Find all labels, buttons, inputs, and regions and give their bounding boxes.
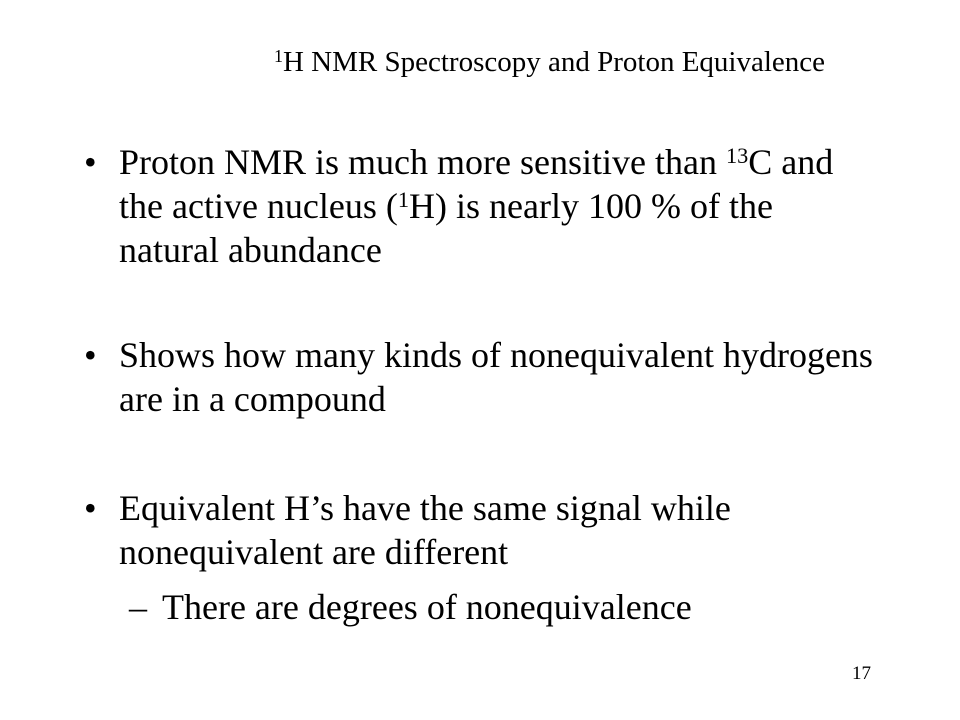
- bullet-text: [119, 140, 879, 272]
- superscript-13: 13: [725, 142, 749, 168]
- bullet-text-part: C and the active nucleus (: [119, 142, 834, 226]
- page-number: 17: [852, 663, 871, 684]
- bullet-text-part: H) is nearly 100 % of the natural abundance: [119, 186, 773, 270]
- title-superscript: 1: [274, 46, 283, 67]
- bullet-icon: •: [84, 335, 97, 375]
- superscript-1: 1: [397, 186, 410, 212]
- bullet-icon: •: [84, 488, 97, 528]
- bullet-text: Equivalent H’s have the same signal while nonequivalent are different: [119, 488, 731, 572]
- title-text: H NMR Spectroscopy and Proton Equivalence: [282, 46, 826, 78]
- bullet-text: Shows how many kinds of nonequivalent hydrogens are in a compound: [119, 335, 873, 419]
- dash-icon: –: [129, 587, 147, 627]
- bullet-icon: •: [84, 142, 97, 182]
- subbullet-text: There are degrees of nonequivalence: [162, 587, 692, 627]
- bullet-text-part: Proton NMR is much more sensitive than: [119, 142, 726, 182]
